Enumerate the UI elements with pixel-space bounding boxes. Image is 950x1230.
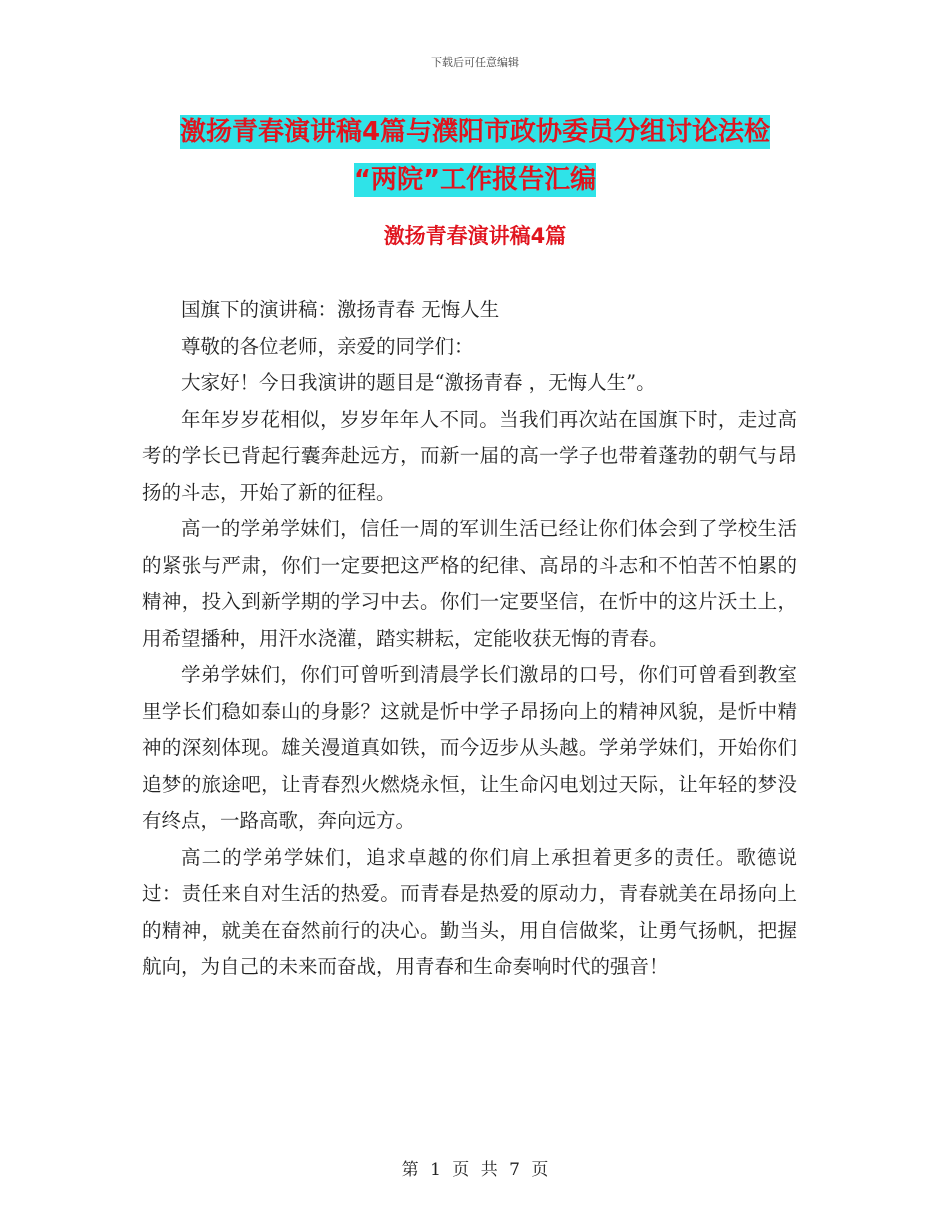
section-title: 激扬青春演讲稿4篇 bbox=[383, 224, 567, 248]
document-title-line-1: 激扬青春演讲稿4篇与濮阳市政协委员分组讨论法检 bbox=[179, 117, 771, 147]
header-note: 下载后可任意编辑 bbox=[431, 56, 519, 69]
speech-body bbox=[142, 292, 797, 986]
page-number-footer: 第 1 页 共 7 页 bbox=[401, 1160, 549, 1180]
paragraph-speech-heading: 国旗下的演讲稿：激扬青春 无悔人生 bbox=[181, 298, 500, 321]
paragraph-body: 年年岁岁花相似，岁岁年年人不同。当我们再次站在国旗下时，走过高考的学长已背起行囊奔赴远方，而新一届的高一学子也带着蓬勃的朝气与昂扬的斗志，开始了新的征程。 bbox=[142, 407, 797, 504]
paragraph-body: 高一的学弟学妹们，信任一周的军训生活已经让你们体会到了学校生活的紧张与严肃，你们一定要把这严格的纪律、高昂的斗志和不怕苦不怕累的精神，投入到新学期的学习中去。你们一定要坚信，在忻中的这片沃土上，用希望播种，用汗水浇灌，踏实耕耘，定能收获无悔的青春。 bbox=[142, 517, 797, 650]
paragraph-salutation: 尊敬的各位老师，亲爱的同学们： bbox=[181, 334, 474, 358]
paragraph-body: 学弟学妹们，你们可曾听到清晨学长们激昂的口号，你们可曾看到教室里学长们稳如泰山的身影？这就是忻中学子昂扬向上的精神风貌，是忻中精神的深刻体现。雄关漫道真如铁，而今迈步从头越。学弟学妹们，开始你们追梦的旅途吧，让青春烈火燃烧永恒，让生命闪电划过天际，让年轻的梦没有终点，一路高歌，奔向远方。 bbox=[142, 663, 797, 832]
paragraph-body: 高二的学弟学妹们，追求卓越的你们肩上承担着更多的责任。歌德说过：责任来自对生活的热爱。而青春是热爱的原动力，青春就美在昂扬向上的精神，就美在奋然前行的决心。勤当头，用自信做桨，让勇气扬帆，把握航向，为自己的未来而奋战，用青春和生命奏响时代的强音！ bbox=[142, 845, 797, 978]
paragraph-greeting: 大家好！今日我演讲的题目是“激扬青春 ，无悔人生”。 bbox=[181, 371, 656, 394]
document-title bbox=[120, 108, 830, 204]
document-title-line-2: “两院”工作报告汇编 bbox=[353, 165, 597, 195]
